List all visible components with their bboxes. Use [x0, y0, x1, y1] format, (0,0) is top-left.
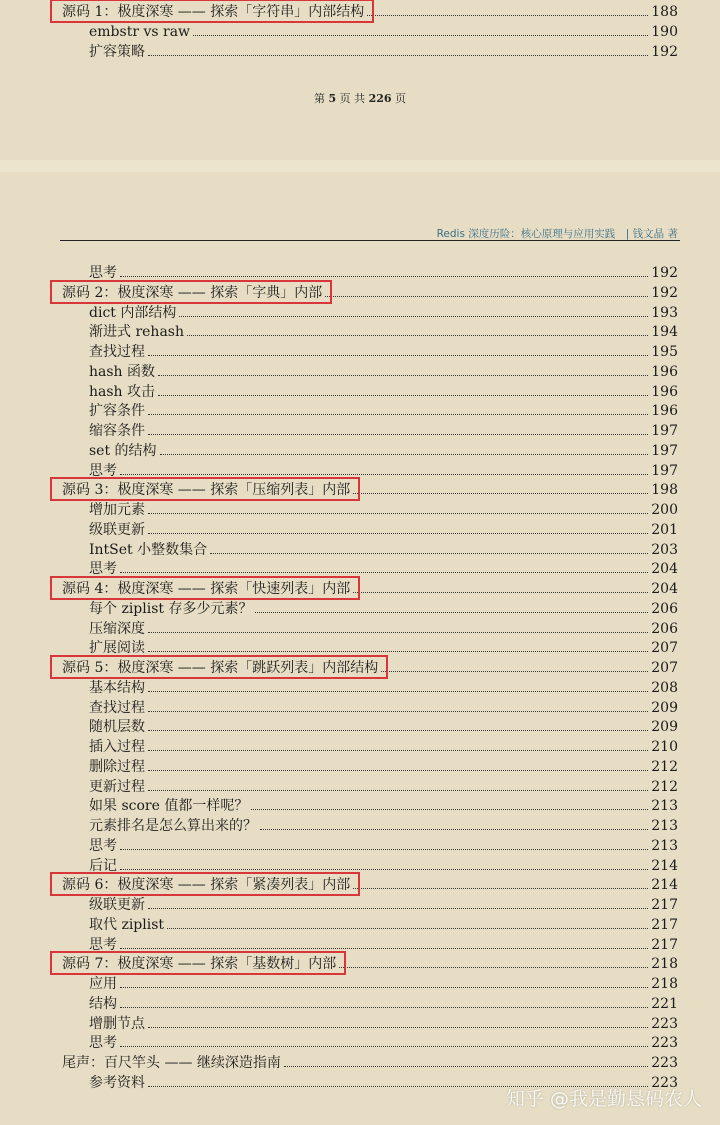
entry-title: 增加元素 — [89, 502, 145, 518]
entry-page-number: 213 — [651, 837, 678, 854]
toc-chapter-entry[interactable] — [0, 658, 720, 678]
entry-title: 缩容条件 — [89, 423, 145, 439]
dot-leader — [148, 730, 648, 731]
entry-page-number: 203 — [651, 541, 678, 558]
entry-title: IntSet 小整数集合 — [89, 541, 208, 558]
toc-section-entry[interactable] — [0, 915, 720, 935]
dot-leader — [339, 967, 648, 968]
toc-section-entry[interactable] — [0, 401, 720, 421]
dot-leader — [120, 869, 648, 870]
toc-section-entry[interactable] — [0, 816, 720, 836]
entry-title: 结构 — [89, 995, 117, 1012]
toc-section-entry[interactable] — [0, 500, 720, 520]
dot-leader — [353, 888, 648, 889]
dot-leader — [148, 908, 648, 909]
dot-leader — [148, 770, 648, 771]
dot-leader — [148, 1027, 648, 1028]
toc-section-entry[interactable] — [0, 777, 720, 797]
dot-leader — [148, 513, 648, 514]
entry-page-number: 197 — [651, 442, 678, 459]
entry-page-number: 196 — [651, 363, 678, 380]
highlight-box — [50, 576, 360, 600]
entry-page-number: 223 — [651, 1055, 678, 1071]
dot-leader — [148, 414, 648, 415]
toc-section-entry[interactable] — [0, 441, 720, 461]
toc-section-entry[interactable] — [0, 322, 720, 342]
toc-chapter-entry[interactable] — [0, 480, 720, 500]
entry-page-number: 201 — [651, 521, 678, 538]
dot-leader — [255, 612, 648, 613]
entry-title: 插入过程 — [89, 739, 145, 755]
entry-page-number: 197 — [651, 462, 678, 479]
entry-page-number: 188 — [651, 4, 678, 20]
entry-page-number: 217 — [651, 936, 678, 953]
entry-title: 查找过程 — [89, 699, 145, 716]
dot-leader — [120, 1007, 648, 1008]
toc-page-6 — [0, 172, 720, 1125]
entry-title: 思考 — [89, 265, 117, 281]
entry-title: hash 函数 — [89, 363, 156, 380]
dot-leader — [210, 553, 648, 554]
total-page-number: 226 — [368, 92, 392, 105]
entry-page-number: 223 — [651, 1035, 678, 1052]
dot-leader — [120, 948, 648, 949]
entry-title: 尾声：百尺竿头 —— 继续深造指南 — [62, 1055, 281, 1071]
entry-title: 扩容条件 — [89, 403, 145, 420]
entry-page-number: 210 — [651, 739, 678, 755]
toc-section-entry[interactable] — [0, 836, 720, 856]
entry-page-number: 208 — [651, 679, 678, 696]
entry-title: 源码 3：极度深寒 —— 探索「压缩列表」内部 — [62, 482, 351, 499]
entry-page-number: 196 — [651, 383, 678, 400]
entry-page-number: 221 — [651, 995, 678, 1012]
entry-title: 思考 — [89, 1035, 117, 1052]
dot-leader — [148, 355, 648, 356]
current-page-number: 5 — [328, 92, 337, 105]
entry-title: 源码 6：极度深寒 —— 探索「紧凑列表」内部 — [62, 877, 351, 894]
entry-title: 源码 7：极度深寒 —— 探索「基数树」内部 — [62, 956, 337, 973]
entry-page-number: 218 — [651, 976, 678, 992]
toc-section-entry[interactable] — [0, 757, 720, 777]
entry-title: 扩展阅读 — [89, 640, 145, 657]
dot-leader — [160, 454, 648, 455]
dot-leader — [120, 572, 648, 573]
toc-section-entry[interactable] — [0, 717, 720, 737]
entry-page-number: 206 — [651, 620, 678, 637]
highlight-box — [50, 655, 388, 679]
dot-leader — [251, 809, 648, 810]
entry-title: 取代 ziplist — [89, 916, 165, 933]
toc-section-entry[interactable] — [0, 619, 720, 639]
toc-chapter-entry[interactable] — [0, 954, 720, 974]
entry-page-number: 192 — [651, 43, 678, 60]
toc-section-entry[interactable] — [0, 303, 720, 323]
entry-page-number: 214 — [651, 877, 678, 894]
dot-leader — [260, 829, 648, 830]
entry-page-number: 217 — [651, 897, 678, 913]
dot-leader — [284, 1066, 648, 1067]
entry-page-number: 223 — [651, 1074, 678, 1091]
entry-page-number: 194 — [651, 324, 678, 341]
entry-title: 源码 4：极度深寒 —— 探索「快速列表」内部 — [62, 581, 351, 597]
toc-section-entry[interactable] — [0, 540, 720, 560]
entry-title: 级联更新 — [89, 897, 145, 913]
entry-title: dict 内部结构 — [89, 304, 177, 321]
highlight-box — [50, 951, 346, 975]
page-footer: 第 5 页 共 226 页 — [313, 92, 407, 105]
highlight-box — [50, 477, 360, 501]
toc-section-entry[interactable] — [0, 520, 720, 540]
dot-leader — [120, 474, 648, 475]
entry-page-number: 200 — [651, 502, 678, 518]
dot-leader — [148, 434, 648, 435]
toc-section-entry[interactable] — [0, 599, 720, 619]
entry-title: 随机层数 — [89, 719, 145, 736]
dot-leader — [120, 849, 648, 850]
entry-title: 源码 2：极度深寒 —— 探索「字典」内部 — [62, 284, 323, 301]
running-header: Redis 深度历险：核心原理与应用实践 | 钱文晶 著 — [436, 228, 678, 240]
toc-section-entry[interactable] — [0, 678, 720, 698]
toc-section-entry[interactable] — [0, 796, 720, 816]
entry-page-number: 214 — [651, 857, 678, 874]
toc-section-entry[interactable] — [0, 22, 720, 42]
entry-title: 级联更新 — [89, 521, 145, 538]
entry-page-number: 213 — [651, 818, 678, 834]
entry-title: set 的结构 — [89, 442, 157, 459]
toc-section-entry[interactable] — [0, 737, 720, 757]
toc-chapter-entry[interactable] — [0, 1053, 720, 1073]
toc-section-entry[interactable] — [0, 362, 720, 382]
entry-title: 后记 — [89, 857, 117, 874]
entry-page-number: 192 — [651, 265, 678, 281]
entry-title: 扩容策略 — [89, 43, 145, 60]
entry-page-number: 212 — [651, 758, 678, 775]
entry-page-number: 207 — [651, 660, 678, 676]
dot-leader — [120, 276, 648, 277]
dot-leader — [148, 632, 648, 633]
entry-title: 源码 1：极度深寒 —— 探索「字符串」内部结构 — [62, 4, 365, 20]
dot-leader — [193, 35, 648, 36]
dot-leader — [148, 691, 648, 692]
entry-title: 元素排名是怎么算出来的？ — [89, 818, 257, 834]
dot-leader — [158, 395, 648, 396]
dot-leader — [148, 750, 648, 751]
entry-title: 查找过程 — [89, 344, 145, 360]
dot-leader — [148, 533, 648, 534]
entry-title: hash 攻击 — [89, 383, 156, 400]
entry-page-number: 218 — [651, 956, 678, 973]
entry-page-number: 197 — [651, 423, 678, 439]
toc-section-entry[interactable] — [0, 342, 720, 362]
toc-page-5 — [0, 0, 720, 160]
entry-page-number: 207 — [651, 640, 678, 657]
toc-chapter-entry[interactable] — [0, 875, 720, 895]
entry-page-number: 217 — [651, 916, 678, 933]
entry-title: 思考 — [89, 462, 117, 479]
toc-section-entry[interactable] — [0, 895, 720, 915]
watermark: 知乎 @我是勤恳码农人 — [505, 1088, 702, 1110]
toc-section-entry[interactable] — [0, 1033, 720, 1053]
highlight-box — [50, 0, 374, 23]
entry-title: 思考 — [89, 561, 117, 578]
entry-page-number: 195 — [651, 344, 678, 360]
toc-section-entry[interactable] — [0, 42, 720, 62]
entry-page-number: 213 — [651, 798, 678, 815]
entry-page-number: 209 — [651, 699, 678, 716]
dot-leader — [148, 790, 648, 791]
header-rule — [60, 240, 680, 241]
page-separator — [0, 160, 720, 172]
entry-title: 如果 score 值都一样呢？ — [89, 798, 249, 815]
highlight-box — [50, 280, 332, 304]
toc-section-entry[interactable] — [0, 698, 720, 718]
entry-title: 思考 — [89, 837, 117, 854]
highlight-box — [50, 872, 360, 896]
entry-title: 更新过程 — [89, 778, 145, 795]
dot-leader — [167, 928, 648, 929]
dot-leader — [325, 296, 648, 297]
entry-title: 增删节点 — [89, 1015, 145, 1032]
entry-page-number: 193 — [651, 304, 678, 321]
entry-title: 基本结构 — [89, 679, 145, 696]
entry-page-number: 204 — [651, 581, 678, 597]
dot-leader — [367, 15, 648, 16]
dot-leader — [158, 375, 648, 376]
toc-section-entry[interactable] — [0, 1014, 720, 1034]
entry-page-number: 223 — [651, 1015, 678, 1032]
entry-title: 压缩深度 — [89, 620, 145, 637]
entry-page-number: 204 — [651, 561, 678, 578]
entry-page-number: 206 — [651, 600, 678, 617]
dot-leader — [381, 671, 648, 672]
toc-chapter-entry[interactable] — [0, 579, 720, 599]
entry-page-number: 198 — [651, 482, 678, 499]
toc-chapter-entry[interactable] — [0, 2, 720, 22]
toc-section-entry[interactable] — [0, 994, 720, 1014]
toc-section-entry[interactable] — [0, 974, 720, 994]
entry-title: 源码 5：极度深寒 —— 探索「跳跃列表」内部结构 — [62, 660, 379, 676]
entry-title: 应用 — [89, 976, 117, 992]
entry-title: 删除过程 — [89, 758, 145, 775]
entry-title: 渐进式 rehash — [89, 324, 184, 341]
entry-page-number: 192 — [651, 284, 678, 301]
entry-page-number: 212 — [651, 778, 678, 795]
toc-chapter-entry[interactable] — [0, 283, 720, 303]
entry-title: embstr vs raw — [89, 23, 191, 40]
entry-title: 思考 — [89, 936, 117, 953]
toc-section-entry[interactable] — [0, 382, 720, 402]
entry-page-number: 209 — [651, 719, 678, 736]
dot-leader — [120, 1046, 648, 1047]
dot-leader — [179, 316, 648, 317]
toc-section-entry[interactable] — [0, 421, 720, 441]
dot-leader — [353, 592, 648, 593]
dot-leader — [148, 55, 648, 56]
entry-title: 每个 ziplist 存多少元素？ — [89, 600, 253, 617]
dot-leader — [148, 711, 648, 712]
dot-leader — [148, 651, 648, 652]
dot-leader — [353, 493, 648, 494]
entry-title: 参考资料 — [89, 1074, 145, 1091]
entry-page-number: 196 — [651, 403, 678, 420]
entry-page-number: 190 — [651, 23, 678, 40]
dot-leader — [120, 987, 648, 988]
dot-leader — [187, 335, 648, 336]
